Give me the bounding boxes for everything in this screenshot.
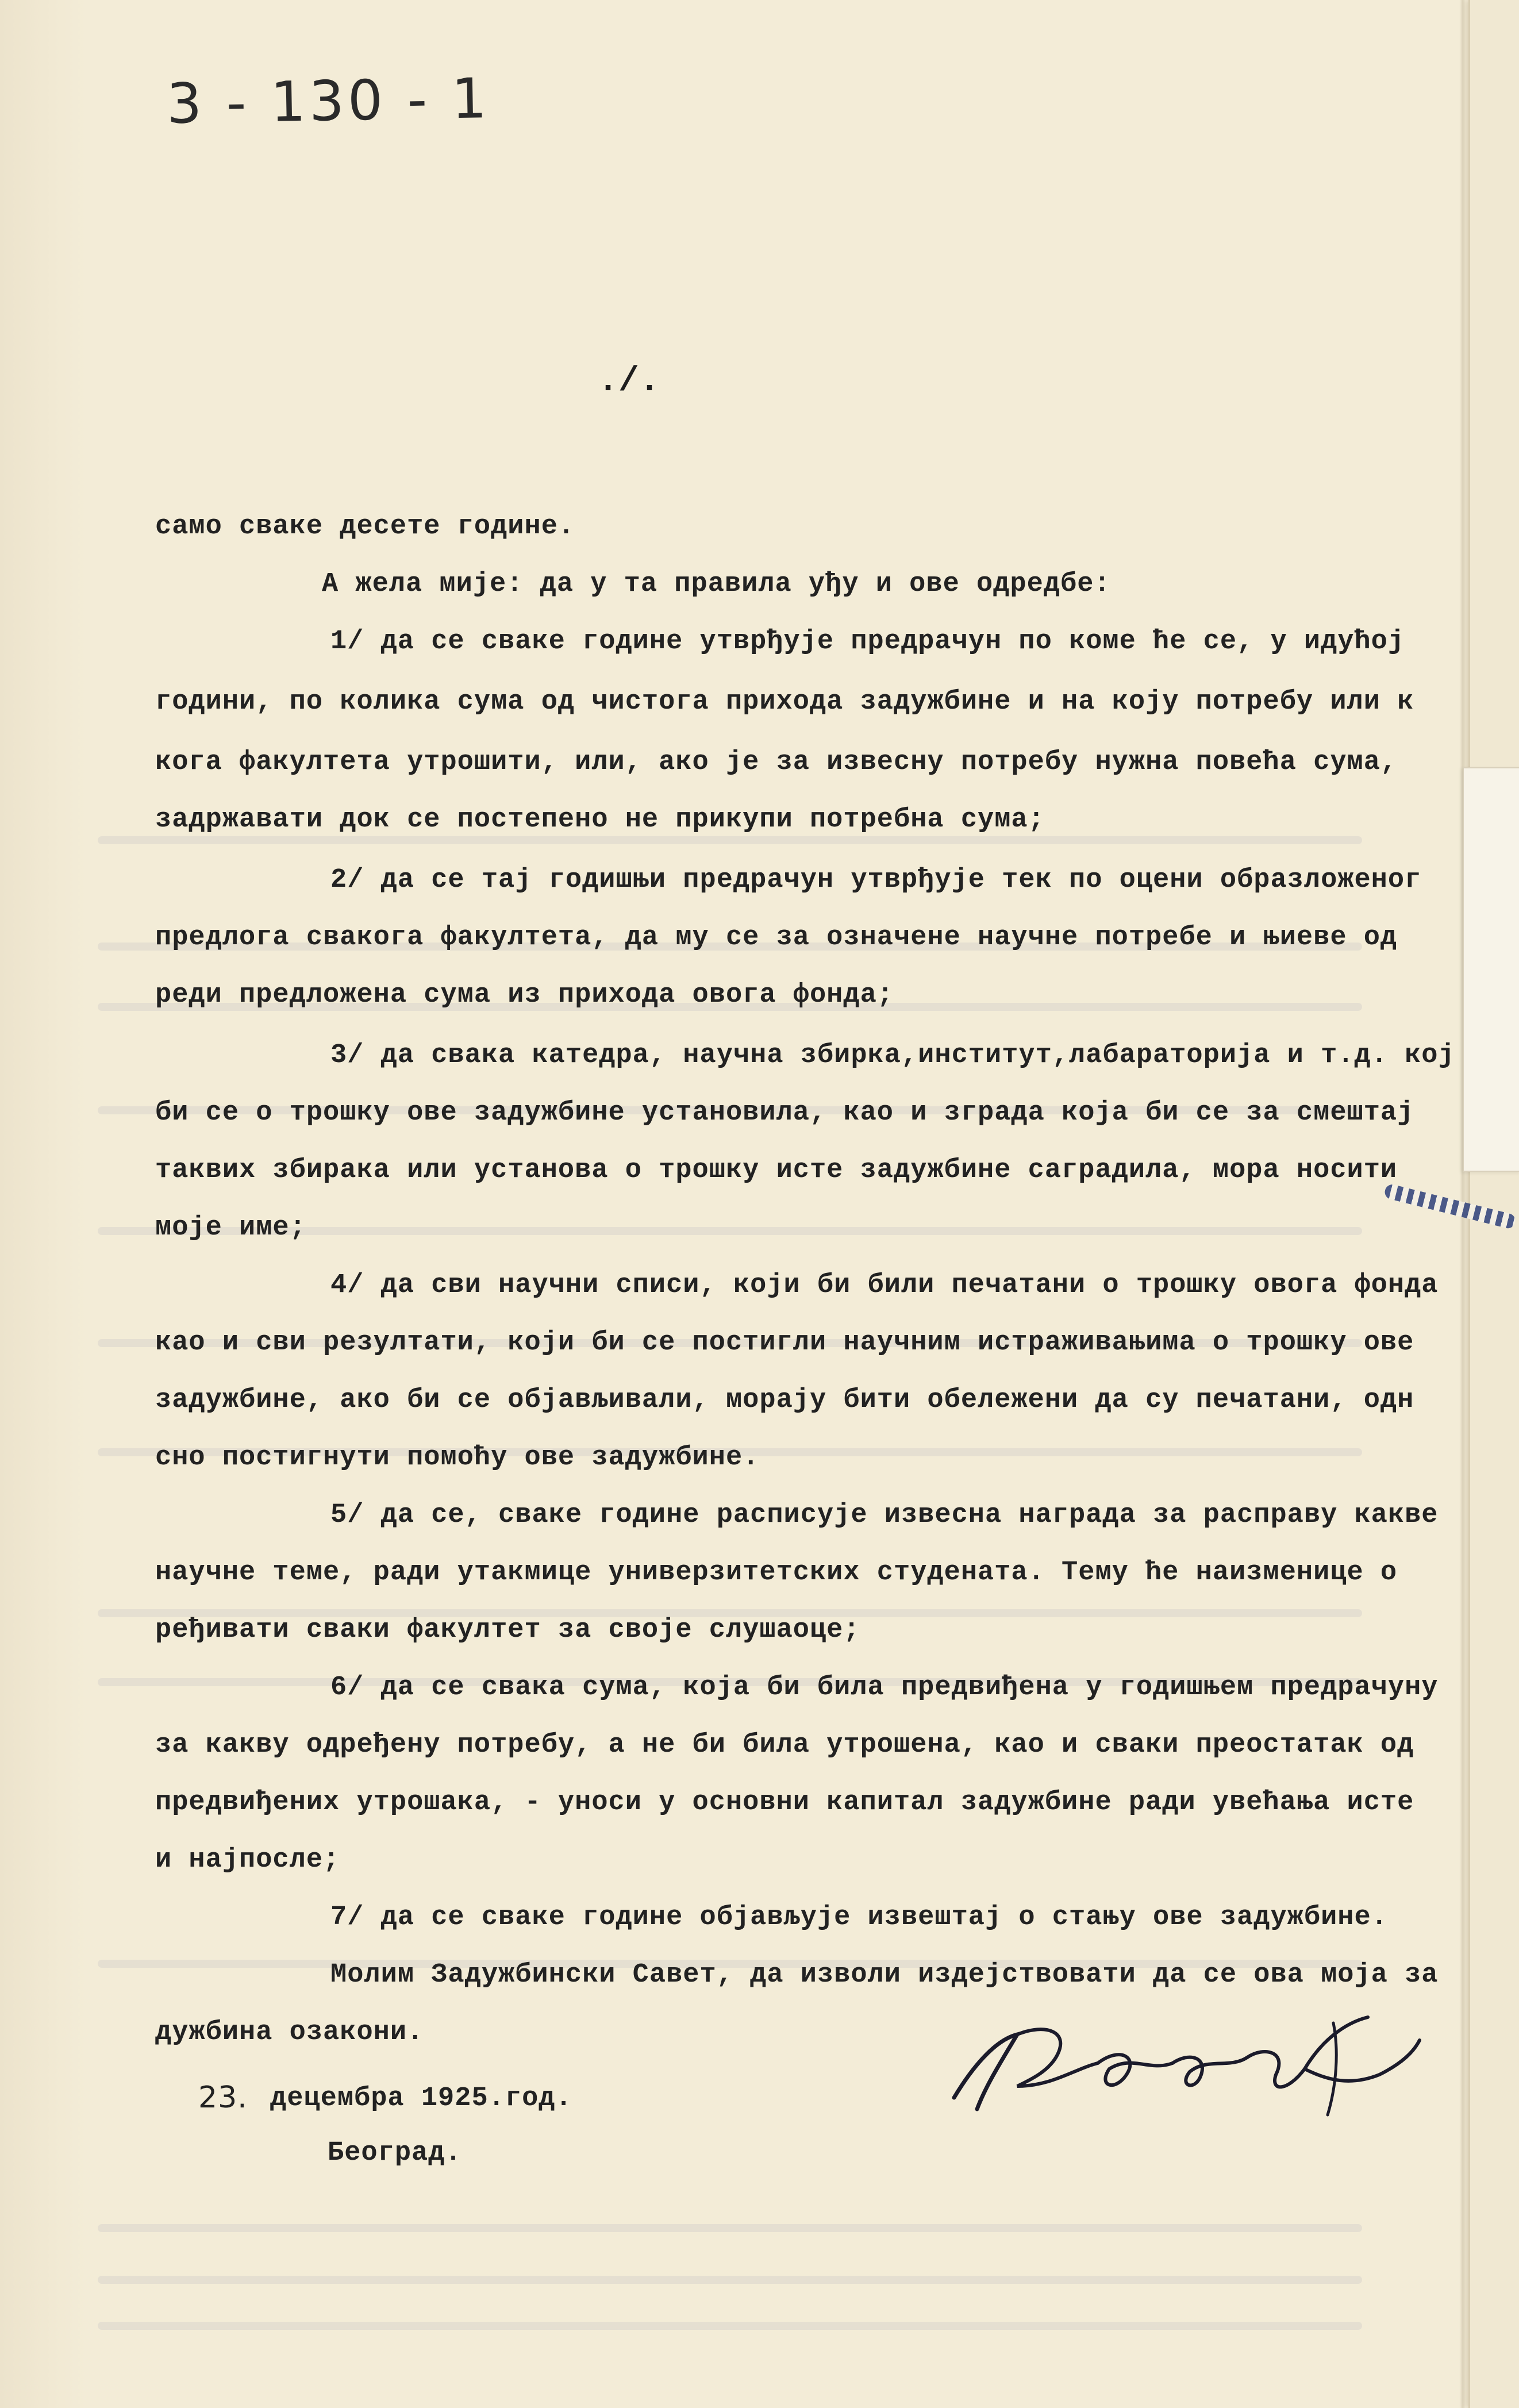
body-line: научне теме, ради утакмице универзитетских студената. Тему ће наизменице о bbox=[155, 1557, 1398, 1588]
body-line: би се о трошку ове задужбине установила, као и зграда која би се за смештај bbox=[155, 1098, 1414, 1128]
body-line: 6/ да се свака сума, која би била предвиђена у годишњем предрачуну bbox=[330, 1672, 1439, 1703]
archive-number: 3 - 130 - 1 bbox=[166, 66, 491, 136]
body-line: 4/ да сви научни списи, који би били печатани о трошку овога фонда bbox=[330, 1270, 1439, 1301]
page-continuation-marker: ./. bbox=[598, 362, 660, 401]
body-line: реди предложена сума из прихода овога фонда; bbox=[155, 980, 894, 1010]
body-line: години, по колика сума од чистога прихода задужбине и на коју потребу или к bbox=[155, 687, 1414, 717]
body-line: ређивати сваки факултет за своје слушаоце; bbox=[155, 1615, 860, 1645]
pasted-paper-strip bbox=[1463, 767, 1519, 1172]
handwritten-signature bbox=[931, 2000, 1437, 2126]
bleed-through-line bbox=[98, 2224, 1362, 2232]
body-line: предлога свакога факултета, да му се за означене научне потребе и њиеве од bbox=[155, 922, 1398, 953]
body-line: 3/ да свака катедра, научна збирка,институт,лабараторија и т.д. кој bbox=[330, 1040, 1455, 1071]
body-line: и најпосле; bbox=[155, 1845, 340, 1875]
body-line: предвиђених утрошака, - уноси у основни капитал задужбине ради увећања исте bbox=[155, 1787, 1414, 1818]
body-line: као и сви резултати, који би се постигли научним истраживањима о трошку ове bbox=[155, 1328, 1414, 1358]
underlying-sheet bbox=[1468, 0, 1519, 2408]
body-line: за какву одређену потребу, а не би била утрошена, као и сваки преостатак од bbox=[155, 1730, 1414, 1760]
body-line: моје име; bbox=[155, 1213, 306, 1243]
body-line: 5/ да се, сваке године расписује извесна награда за расправу какве bbox=[330, 1500, 1439, 1530]
body-line: таквих збирака или установа о трошку исте задужбине саградила, мора носити bbox=[155, 1155, 1398, 1186]
body-line: задржавати док се постепено не прикупи потребна сума; bbox=[155, 805, 1045, 835]
body-line: 7/ да се сваке године објављује извештај о стању ове задужбине. bbox=[330, 1902, 1388, 1933]
torn-left-edge bbox=[0, 0, 86, 2408]
body-line: 2/ да се тај годишњи предрачун утврђује тек по оцени образложеног bbox=[330, 865, 1422, 895]
bleed-through-line bbox=[98, 2276, 1362, 2284]
body-line: Молим Задужбински Савет, да изволи издејствовати да се ова моја за bbox=[330, 1960, 1439, 1990]
body-line: дужбина озакони. bbox=[155, 2017, 424, 2048]
body-line: сно постигнути помоћу ове задужбине. bbox=[155, 1443, 760, 1473]
bleed-through-line bbox=[98, 2322, 1362, 2330]
body-line: само сваке десете године. bbox=[155, 511, 575, 542]
handwritten-day: 23. bbox=[198, 2080, 248, 2115]
body-line: кога факултета утрошити, или, ако је за извесну потребу нужна повећа сума, bbox=[155, 747, 1398, 778]
body-line: 1/ да се сваке године утврђује предрачун по коме ће се, у идућој bbox=[330, 626, 1405, 657]
bleed-through-line bbox=[98, 836, 1362, 844]
body-line: задужбине, ако би се објављивали, морају бити обележени да су печатани, одн bbox=[155, 1385, 1414, 1415]
place-text: Београд. bbox=[328, 2138, 462, 2168]
body-line: А жела мије: да у та правила уђу и ове одредбе: bbox=[322, 569, 1111, 599]
date-text: децембра 1925.год. bbox=[270, 2083, 572, 2114]
